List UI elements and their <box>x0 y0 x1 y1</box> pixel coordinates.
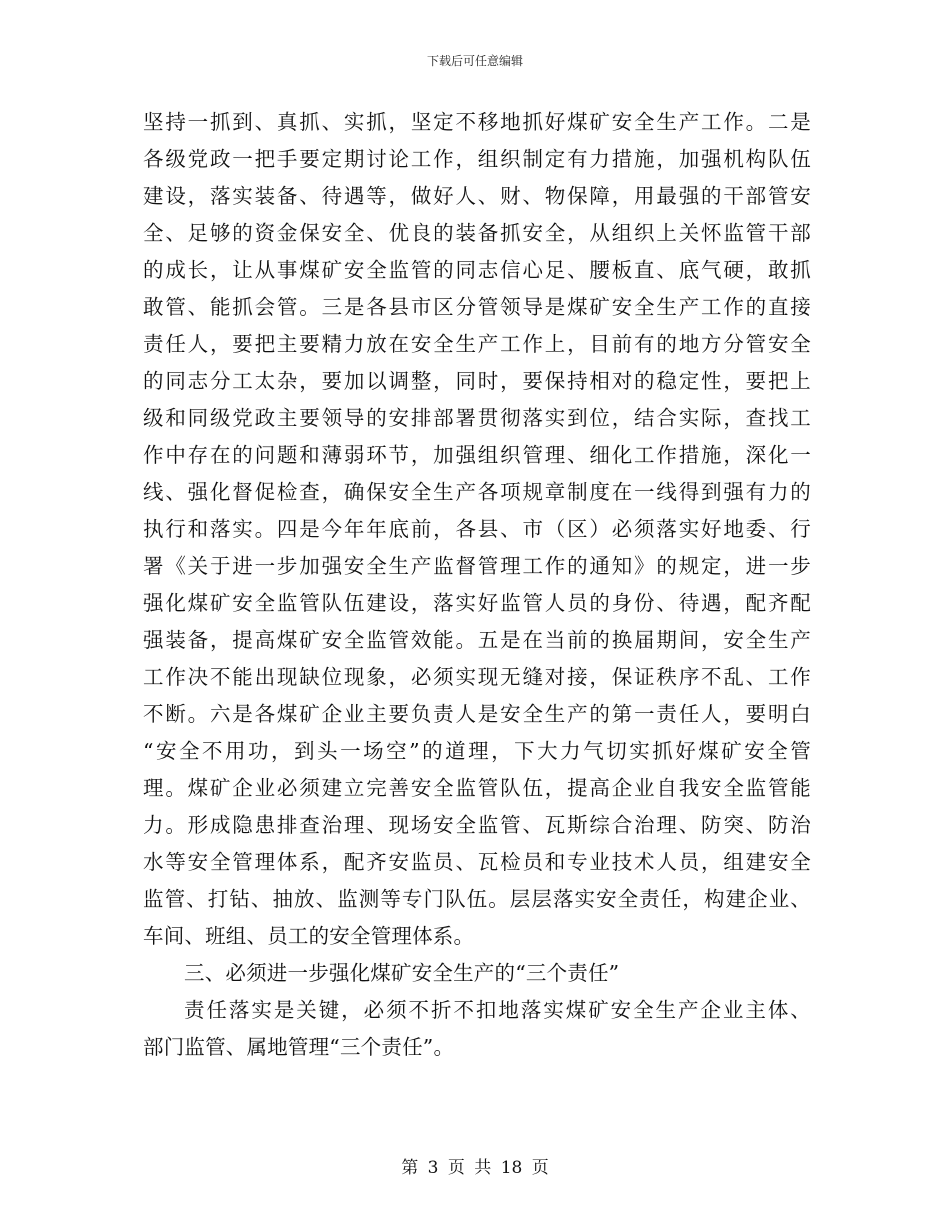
body-line: 强化煤矿安全监管队伍建设，落实好监管人员的身份、待遇，配齐配 <box>143 591 811 615</box>
body-line: 建设，落实装备、待遇等，做好人、财、物保障，用最强的干部管安 <box>143 184 811 208</box>
body-line: “安全不用功，到头一场空”的道理，下大力气切实抓好煤矿安全管 <box>143 739 811 763</box>
body-line: 车间、班组、员工的安全管理体系。 <box>143 924 475 948</box>
body-line: 的成长，让从事煤矿安全监管的同志信心足、腰板直、底气硬，敢抓 <box>143 258 811 282</box>
body-line: 敢管、能抓会管。三是各县市区分管领导是煤矿安全生产工作的直接 <box>143 295 811 319</box>
body-line: 不断。六是各煤矿企业主要负责人是安全生产的第一责任人，要明白 <box>143 702 811 726</box>
body-line: 责任人，要把主要精力放在安全生产工作上，目前有的地方分管安全 <box>143 332 811 356</box>
body-line: 全、足够的资金保安全、优良的装备抓安全，从组织上关怀监管干部 <box>143 221 811 245</box>
body-line: 力。形成隐患排查治理、现场安全监管、瓦斯综合治理、防突、防治 <box>143 813 811 837</box>
body-line: 执行和落实。四是今年年底前，各县、市（区）必须落实好地委、行 <box>143 517 811 541</box>
body-line: 的同志分工太杂，要加以调整，同时，要保持相对的稳定性，要把上 <box>143 369 811 393</box>
body-line: 级和同级党政主要领导的安排部署贯彻落实到位，结合实际，查找工 <box>143 406 811 430</box>
body-line: 各级党政一把手要定期讨论工作，组织制定有力措施，加强机构队伍 <box>143 147 811 171</box>
body-line: 坚持一抓到、真抓、实抓，坚定不移地抓好煤矿安全生产工作。二是 <box>143 110 811 134</box>
section-heading: 三、必须进一步强化煤矿安全生产的“三个责任” <box>184 961 620 985</box>
body-line: 线、强化督促检查，确保安全生产各项规章制度在一线得到强有力的 <box>143 480 811 504</box>
body-line: 责任落实是关键，必须不折不扣地落实煤矿安全生产企业主体、 <box>184 998 811 1022</box>
body-line: 工作决不能出现缺位现象，必须实现无缝对接，保证秩序不乱、工作 <box>143 665 811 689</box>
page-number: 第 3 页 共 18 页 <box>401 1158 549 1178</box>
body-line: 理。煤矿企业必须建立完善安全监管队伍，提高企业自我安全监管能 <box>143 776 811 800</box>
body-line: 水等安全管理体系，配齐安监员、瓦检员和专业技术人员，组建安全 <box>143 850 811 874</box>
document-body <box>143 104 811 1066</box>
body-line: 作中存在的问题和薄弱环节，加强组织管理、细化工作措施，深化一 <box>143 443 811 467</box>
body-line: 监管、打钻、抽放、监测等专门队伍。层层落实安全责任，构建企业、 <box>143 887 811 911</box>
body-line: 部门监管、属地管理“三个责任”。 <box>143 1035 455 1059</box>
page-header: 下载后可任意编辑 <box>426 54 523 68</box>
body-line: 强装备，提高煤矿安全监管效能。五是在当前的换届期间，安全生产 <box>143 628 811 652</box>
body-line: 署《关于进一步加强安全生产监督管理工作的通知》的规定，进一步 <box>143 554 811 578</box>
